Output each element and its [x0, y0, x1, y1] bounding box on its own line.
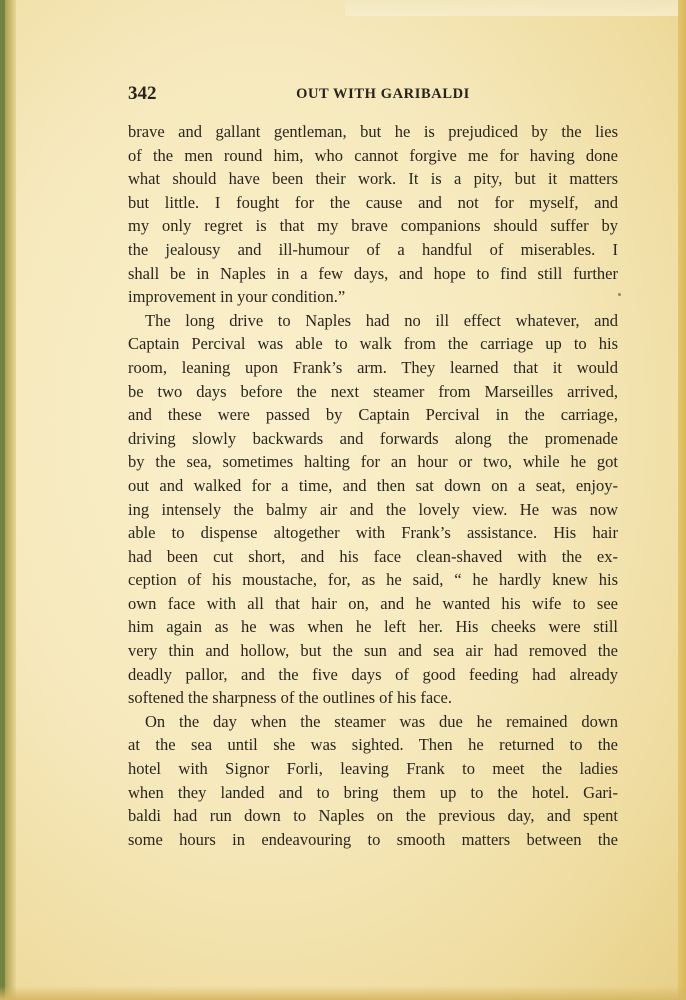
- text-line: improvement in your condition.”: [128, 287, 346, 307]
- text-line: and these were passed by Captain Percival in the carriage,: [128, 405, 618, 425]
- binding-stitch: [2, 0, 5, 1000]
- page-number: 342: [128, 83, 157, 104]
- text-line: some hours in endeavouring to smooth matters between the: [128, 829, 618, 849]
- text-line: On the day when the steamer was due he remained down: [145, 711, 618, 731]
- text-line: driving slowly backwards and forwards along the promenade: [128, 428, 618, 448]
- text-line: by the sea, sometimes halting for an hour or two, while he got: [128, 452, 618, 472]
- margin-speck: [618, 293, 621, 296]
- text-line: him again as he was when he left her. His cheeks were still: [128, 617, 618, 637]
- page-bottom-edge: [0, 986, 686, 1000]
- text-line: room, leaning upon Frank’s arm. They learned that it would: [128, 357, 618, 377]
- text-line: had been cut short, and his face clean-shaved with the ex-: [128, 546, 618, 566]
- text-line: The long drive to Naples had no ill effect whatever, and: [145, 310, 618, 330]
- page-right-edge: [678, 0, 686, 1000]
- text-line: baldi had run down to Naples on the previous day, and spent: [128, 806, 618, 826]
- text-line: the jealousy and ill-humour of a handful of miserables. I: [128, 239, 618, 259]
- text-line: at the sea until she was sighted. Then he returned to the: [128, 735, 618, 755]
- text-line: ception of his moustache, for, as he said, “ he hardly knew his: [128, 570, 618, 590]
- text-line: able to dispense altogether with Frank’s assistance. His hair: [128, 523, 618, 543]
- running-title: OUT WITH GARIBALDI: [296, 86, 470, 102]
- text-line: Captain Percival was able to walk from the carriage up to his: [128, 334, 618, 354]
- text-line: brave and gallant gentleman, but he is prejudiced by the lies: [128, 122, 618, 141]
- text-line: own face with all that hair on, and he wanted his wife to see: [128, 593, 618, 613]
- text-line: what should have been their work. It is a pity, but it matters: [128, 169, 618, 189]
- text-line: of the men round him, who cannot forgive me for having done: [128, 145, 618, 165]
- text-line: hotel with Signor Forli, leaving Frank to meet the ladies: [128, 759, 618, 779]
- text-line: but little. I fought for the cause and not for myself, and: [128, 192, 618, 212]
- text-line: my only regret is that my brave companions should suffer by: [128, 216, 618, 236]
- text-line: when they landed and to bring them up to the hotel. Gari-: [128, 782, 618, 802]
- text-line: be two days before the next steamer from Marseilles arrived,: [128, 381, 618, 401]
- text-line: softened the sharpness of the outlines of his face.: [128, 688, 452, 708]
- page-header: [128, 80, 618, 110]
- text-line: shall be in Naples in a few days, and hope to find still further: [128, 263, 618, 283]
- text-line: out and walked for a time, and then sat down on a seat, enjoy-: [128, 475, 618, 495]
- text-line: deadly pallor, and the five days of good feeding had already: [128, 664, 618, 684]
- text-line: very thin and hollow, but the sun and sea air had removed the: [128, 641, 618, 661]
- paper-top-band: [345, 0, 686, 16]
- body-text: [128, 120, 618, 851]
- text-line: ing intensely the balmy air and the lovely view. He was now: [128, 499, 618, 519]
